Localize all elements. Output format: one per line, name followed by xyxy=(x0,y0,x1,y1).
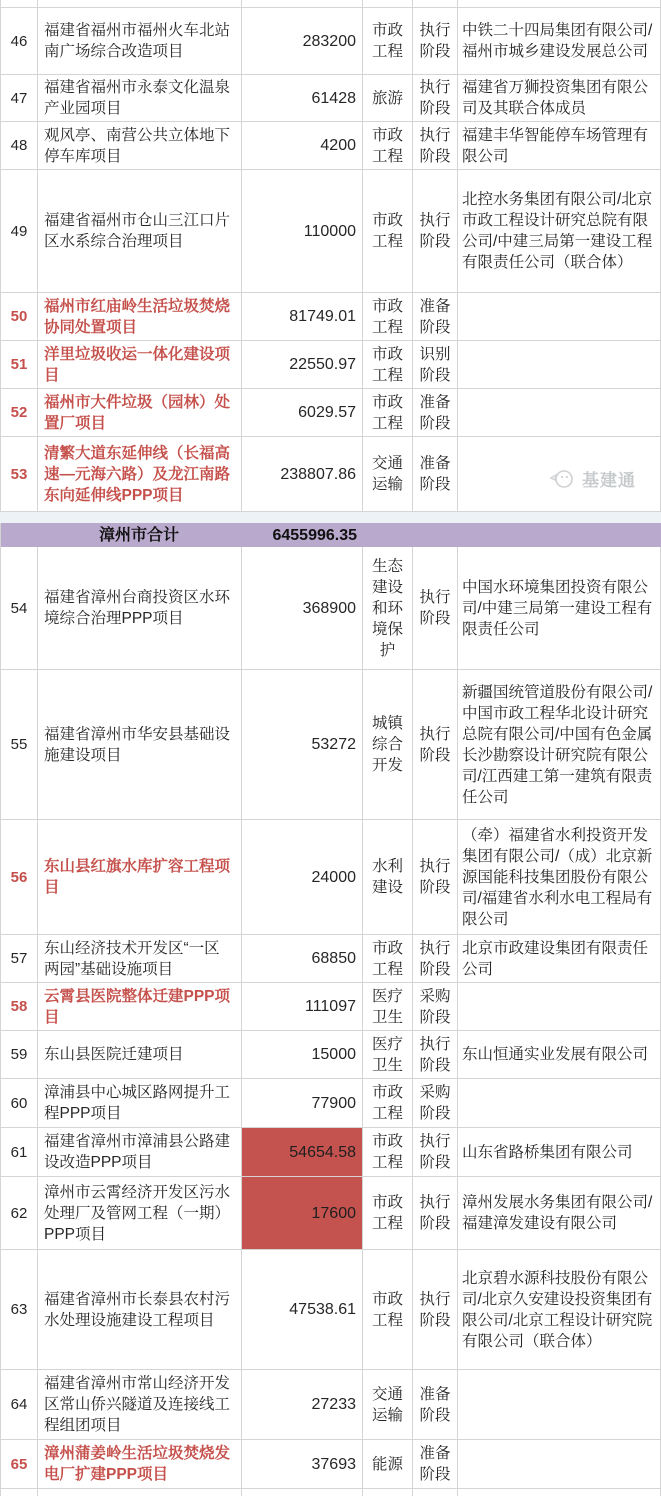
project-name-cell: 云霄县医院整体迁建PPP项目 xyxy=(38,983,242,1031)
amount-cell: 37693 xyxy=(242,1440,363,1489)
stage-cell: 执行阶段 xyxy=(413,1031,458,1079)
table-row xyxy=(0,1079,661,1128)
table-row xyxy=(0,1177,661,1250)
companies-cell xyxy=(458,341,661,389)
industry-cell: 水利建设 xyxy=(363,820,413,935)
table-row xyxy=(0,1031,661,1079)
row-number-cell: 47 xyxy=(0,75,38,122)
stage-cell: 执行阶段 xyxy=(413,670,458,820)
project-name-cell: 东山县红旗水库扩容工程项目 xyxy=(38,820,242,935)
table-row xyxy=(0,983,661,1031)
stage-cell: 准备阶段 xyxy=(413,1440,458,1489)
companies-cell xyxy=(458,389,661,437)
stage-cell xyxy=(413,1489,458,1496)
row-number-cell: 60 xyxy=(0,1079,38,1128)
project-name-cell xyxy=(38,1489,242,1496)
amount-cell: 27233 xyxy=(242,1370,363,1440)
summary-empty-cell xyxy=(0,523,38,547)
stage-cell: 准备阶段 xyxy=(413,293,458,341)
amount-cell-highlighted: 54654.58 xyxy=(242,1128,363,1177)
industry-cell: 市政工程 xyxy=(363,1250,413,1370)
amount-cell: 283200 xyxy=(242,8,363,75)
row-number-cell: 53 xyxy=(0,437,38,512)
industry-cell xyxy=(363,1489,413,1496)
industry-cell: 旅游 xyxy=(363,75,413,122)
stage-cell: 执行阶段 xyxy=(413,1128,458,1177)
companies-cell: （牵）福建省水利投资开发集团有限公司/（成）北京新源国能科技集团股份有限公司/福建省水利水电工程局有限公司 xyxy=(458,820,661,935)
row-number-cell: 63 xyxy=(0,1250,38,1370)
companies-cell: 东山恒通实业发展有限公司 xyxy=(458,1031,661,1079)
row-number-cell: 52 xyxy=(0,389,38,437)
stage-cell: 执行阶段 xyxy=(413,75,458,122)
project-name-cell: 清繁大道东延伸线（长福高速—元海六路）及龙江南路东向延伸线PPP项目 xyxy=(38,437,242,512)
amount-cell: 238807.86 xyxy=(242,437,363,512)
row-number-cell: 62 xyxy=(0,1177,38,1250)
stage-cell: 采购阶段 xyxy=(413,983,458,1031)
amount-cell: 6029.57 xyxy=(242,389,363,437)
industry-cell: 医疗卫生 xyxy=(363,983,413,1031)
industry-cell: 能源 xyxy=(363,1440,413,1489)
table-row xyxy=(0,1250,661,1370)
amount-cell: 111097 xyxy=(242,983,363,1031)
table-row xyxy=(0,1440,661,1489)
summary-empty-cell xyxy=(413,523,458,547)
table-row xyxy=(0,935,661,983)
industry-cell: 交通运输 xyxy=(363,437,413,512)
companies-cell: 中国水环境集团投资有限公司/中建三局第一建设工程有限责任公司 xyxy=(458,547,661,670)
companies-cell: 新疆国统管道股份有限公司/中国市政工程华北设计研究总院有限公司/中国有色金属长沙勘察设计研究院有限公司/江西建工第一建筑有限责任公司 xyxy=(458,670,661,820)
project-name-cell: 福州市红庙岭生活垃圾焚烧协同处置项目 xyxy=(38,293,242,341)
row-number-cell: 56 xyxy=(0,820,38,935)
row-number-cell: 57 xyxy=(0,935,38,983)
amount-cell-highlighted: 17600 xyxy=(242,1177,363,1250)
stage-cell: 执行阶段 xyxy=(413,547,458,670)
stage-cell: 执行阶段 xyxy=(413,8,458,75)
spacer-band xyxy=(0,512,661,523)
project-name-cell: 福建省漳州台商投资区水环境综合治理PPP项目 xyxy=(38,547,242,670)
project-name-cell: 福建省福州市仓山三江口片区水系综合治理项目 xyxy=(38,170,242,293)
stage-cell: 执行阶段 xyxy=(413,1177,458,1250)
stage-cell: 准备阶段 xyxy=(413,389,458,437)
row-number-cell: 54 xyxy=(0,547,38,670)
row-number-cell: 51 xyxy=(0,341,38,389)
table-row xyxy=(0,1370,661,1440)
summary-empty-cell xyxy=(458,523,661,547)
stage-cell: 执行阶段 xyxy=(413,122,458,170)
industry-cell: 市政工程 xyxy=(363,1079,413,1128)
row-number-cell: 64 xyxy=(0,1370,38,1440)
row-number-cell xyxy=(0,0,38,8)
table-row xyxy=(0,122,661,170)
row-number-cell: 59 xyxy=(0,1031,38,1079)
companies-cell: 北京市政建设集团有限责任公司 xyxy=(458,935,661,983)
stage-cell: 执行阶段 xyxy=(413,935,458,983)
project-name-cell: 福建省福州市永泰文化温泉产业园项目 xyxy=(38,75,242,122)
amount-cell: 68850 xyxy=(242,935,363,983)
row-number-cell: 49 xyxy=(0,170,38,293)
stage-cell: 执行阶段 xyxy=(413,820,458,935)
project-name-cell xyxy=(38,0,242,8)
amount-cell: 368900 xyxy=(242,547,363,670)
companies-cell: 山东省路桥集团有限公司 xyxy=(458,1128,661,1177)
industry-cell: 市政工程 xyxy=(363,170,413,293)
companies-cell: 北控水务集团有限公司/北京市政工程设计研究总院有限公司/中建三局第一建设工程有限责任公司（联合体） xyxy=(458,170,661,293)
table-row xyxy=(0,389,661,437)
companies-cell: 中铁二十四局集团有限公司/福州市城乡建设发展总公司 xyxy=(458,8,661,75)
industry-cell: 市政工程 xyxy=(363,389,413,437)
companies-cell xyxy=(458,1440,661,1489)
project-name-cell: 福州市大件垃圾（园林）处置厂项目 xyxy=(38,389,242,437)
companies-cell xyxy=(458,0,661,8)
project-name-cell: 东山县医院迁建项目 xyxy=(38,1031,242,1079)
table-row xyxy=(0,341,661,389)
industry-cell: 生态建设和环境保护 xyxy=(363,547,413,670)
watermark-text: 基建通 xyxy=(582,471,636,490)
companies-cell xyxy=(458,1079,661,1128)
project-name-cell: 福建省福州市福州火车北站南广场综合改造项目 xyxy=(38,8,242,75)
table-row xyxy=(0,670,661,820)
table-row xyxy=(0,293,661,341)
companies-cell xyxy=(458,983,661,1031)
stage-cell: 采购阶段 xyxy=(413,1079,458,1128)
row-number-cell: 46 xyxy=(0,8,38,75)
amount-cell: 22550.97 xyxy=(242,341,363,389)
stage-cell: 识别阶段 xyxy=(413,341,458,389)
stage-cell: 执行阶段 xyxy=(413,1250,458,1370)
industry-cell: 城镇综合开发 xyxy=(363,670,413,820)
stage-cell: 准备阶段 xyxy=(413,1370,458,1440)
summary-empty-cell xyxy=(363,523,413,547)
amount-cell: 61428 xyxy=(242,75,363,122)
industry-cell: 市政工程 xyxy=(363,1177,413,1250)
project-name-cell: 观风亭、南营公共立体地下停车库项目 xyxy=(38,122,242,170)
table-row xyxy=(0,437,661,512)
row-number-cell: 58 xyxy=(0,983,38,1031)
stage-cell: 准备阶段 xyxy=(413,437,458,512)
companies-cell xyxy=(458,437,661,512)
table-row xyxy=(0,547,661,670)
summary-row xyxy=(0,523,661,547)
amount-cell: 24000 xyxy=(242,820,363,935)
row-number-cell: 61 xyxy=(0,1128,38,1177)
industry-cell: 市政工程 xyxy=(363,293,413,341)
project-name-cell: 福建省漳州市常山经济开发区常山侨兴隧道及连接线工程组团项目 xyxy=(38,1370,242,1440)
project-name-cell: 福建省漳州市华安县基础设施建设项目 xyxy=(38,670,242,820)
row-number-cell: 55 xyxy=(0,670,38,820)
partial-row-top xyxy=(0,0,661,8)
table-row xyxy=(0,820,661,935)
project-name-cell: 洋里垃圾收运一体化建设项目 xyxy=(38,341,242,389)
project-name-cell: 漳州市云霄经济开发区污水处理厂及管网工程（一期）PPP项目 xyxy=(38,1177,242,1250)
project-name-cell: 福建省漳州市长泰县农村污水处理设施建设工程项目 xyxy=(38,1250,242,1370)
project-name-cell: 东山经济技术开发区“一区两园”基础设施项目 xyxy=(38,935,242,983)
industry-cell: 市政工程 xyxy=(363,935,413,983)
industry-cell: 市政工程 xyxy=(363,122,413,170)
summary-total: 6455996.35 xyxy=(272,526,357,544)
table-row xyxy=(0,75,661,122)
industry-cell: 市政工程 xyxy=(363,8,413,75)
industry-cell: 市政工程 xyxy=(363,1128,413,1177)
industry-cell: 市政工程 xyxy=(363,341,413,389)
amount-cell: 15000 xyxy=(242,1031,363,1079)
industry-cell: 医疗卫生 xyxy=(363,1031,413,1079)
project-name-cell: 福建省漳州市漳浦县公路建设改造PPP项目 xyxy=(38,1128,242,1177)
companies-cell: 北京碧水源科技股份有限公司/北京久安建设投资集团有限公司/北京工程设计研究院有限公司（联合体） xyxy=(458,1250,661,1370)
summary-label: 漳州市合计 xyxy=(98,526,179,544)
table-row xyxy=(0,170,661,293)
stage-cell xyxy=(413,0,458,8)
project-name-cell: 漳浦县中心城区路网提升工程PPP项目 xyxy=(38,1079,242,1128)
companies-cell: 漳州发展水务集团有限公司/福建漳发建设有限公司 xyxy=(458,1177,661,1250)
stage-cell: 执行阶段 xyxy=(413,170,458,293)
companies-cell xyxy=(458,293,661,341)
companies-cell: 福建丰华智能停车场管理有限公司 xyxy=(458,122,661,170)
industry-cell xyxy=(363,0,413,8)
partial-row-bottom xyxy=(0,1489,661,1496)
table-row xyxy=(0,8,661,75)
amount-cell: 110000 xyxy=(242,170,363,293)
project-name-cell: 漳州蒲姜岭生活垃圾焚烧发电厂扩建PPP项目 xyxy=(38,1440,242,1489)
table-row xyxy=(0,1128,661,1177)
amount-cell xyxy=(242,1489,363,1496)
industry-cell: 交通运输 xyxy=(363,1370,413,1440)
amount-cell: 77900 xyxy=(242,1079,363,1128)
companies-cell xyxy=(458,1370,661,1440)
amount-cell: 47538.61 xyxy=(242,1250,363,1370)
amount-cell: 53272 xyxy=(242,670,363,820)
companies-cell: 福建省万狮投资集团有限公司及其联合体成员 xyxy=(458,75,661,122)
row-number-cell: 50 xyxy=(0,293,38,341)
amount-cell: 4200 xyxy=(242,122,363,170)
companies-cell xyxy=(458,1489,661,1496)
row-number-cell xyxy=(0,1489,38,1496)
amount-cell xyxy=(242,0,363,8)
row-number-cell: 65 xyxy=(0,1440,38,1489)
row-number-cell: 48 xyxy=(0,122,38,170)
amount-cell: 81749.01 xyxy=(242,293,363,341)
